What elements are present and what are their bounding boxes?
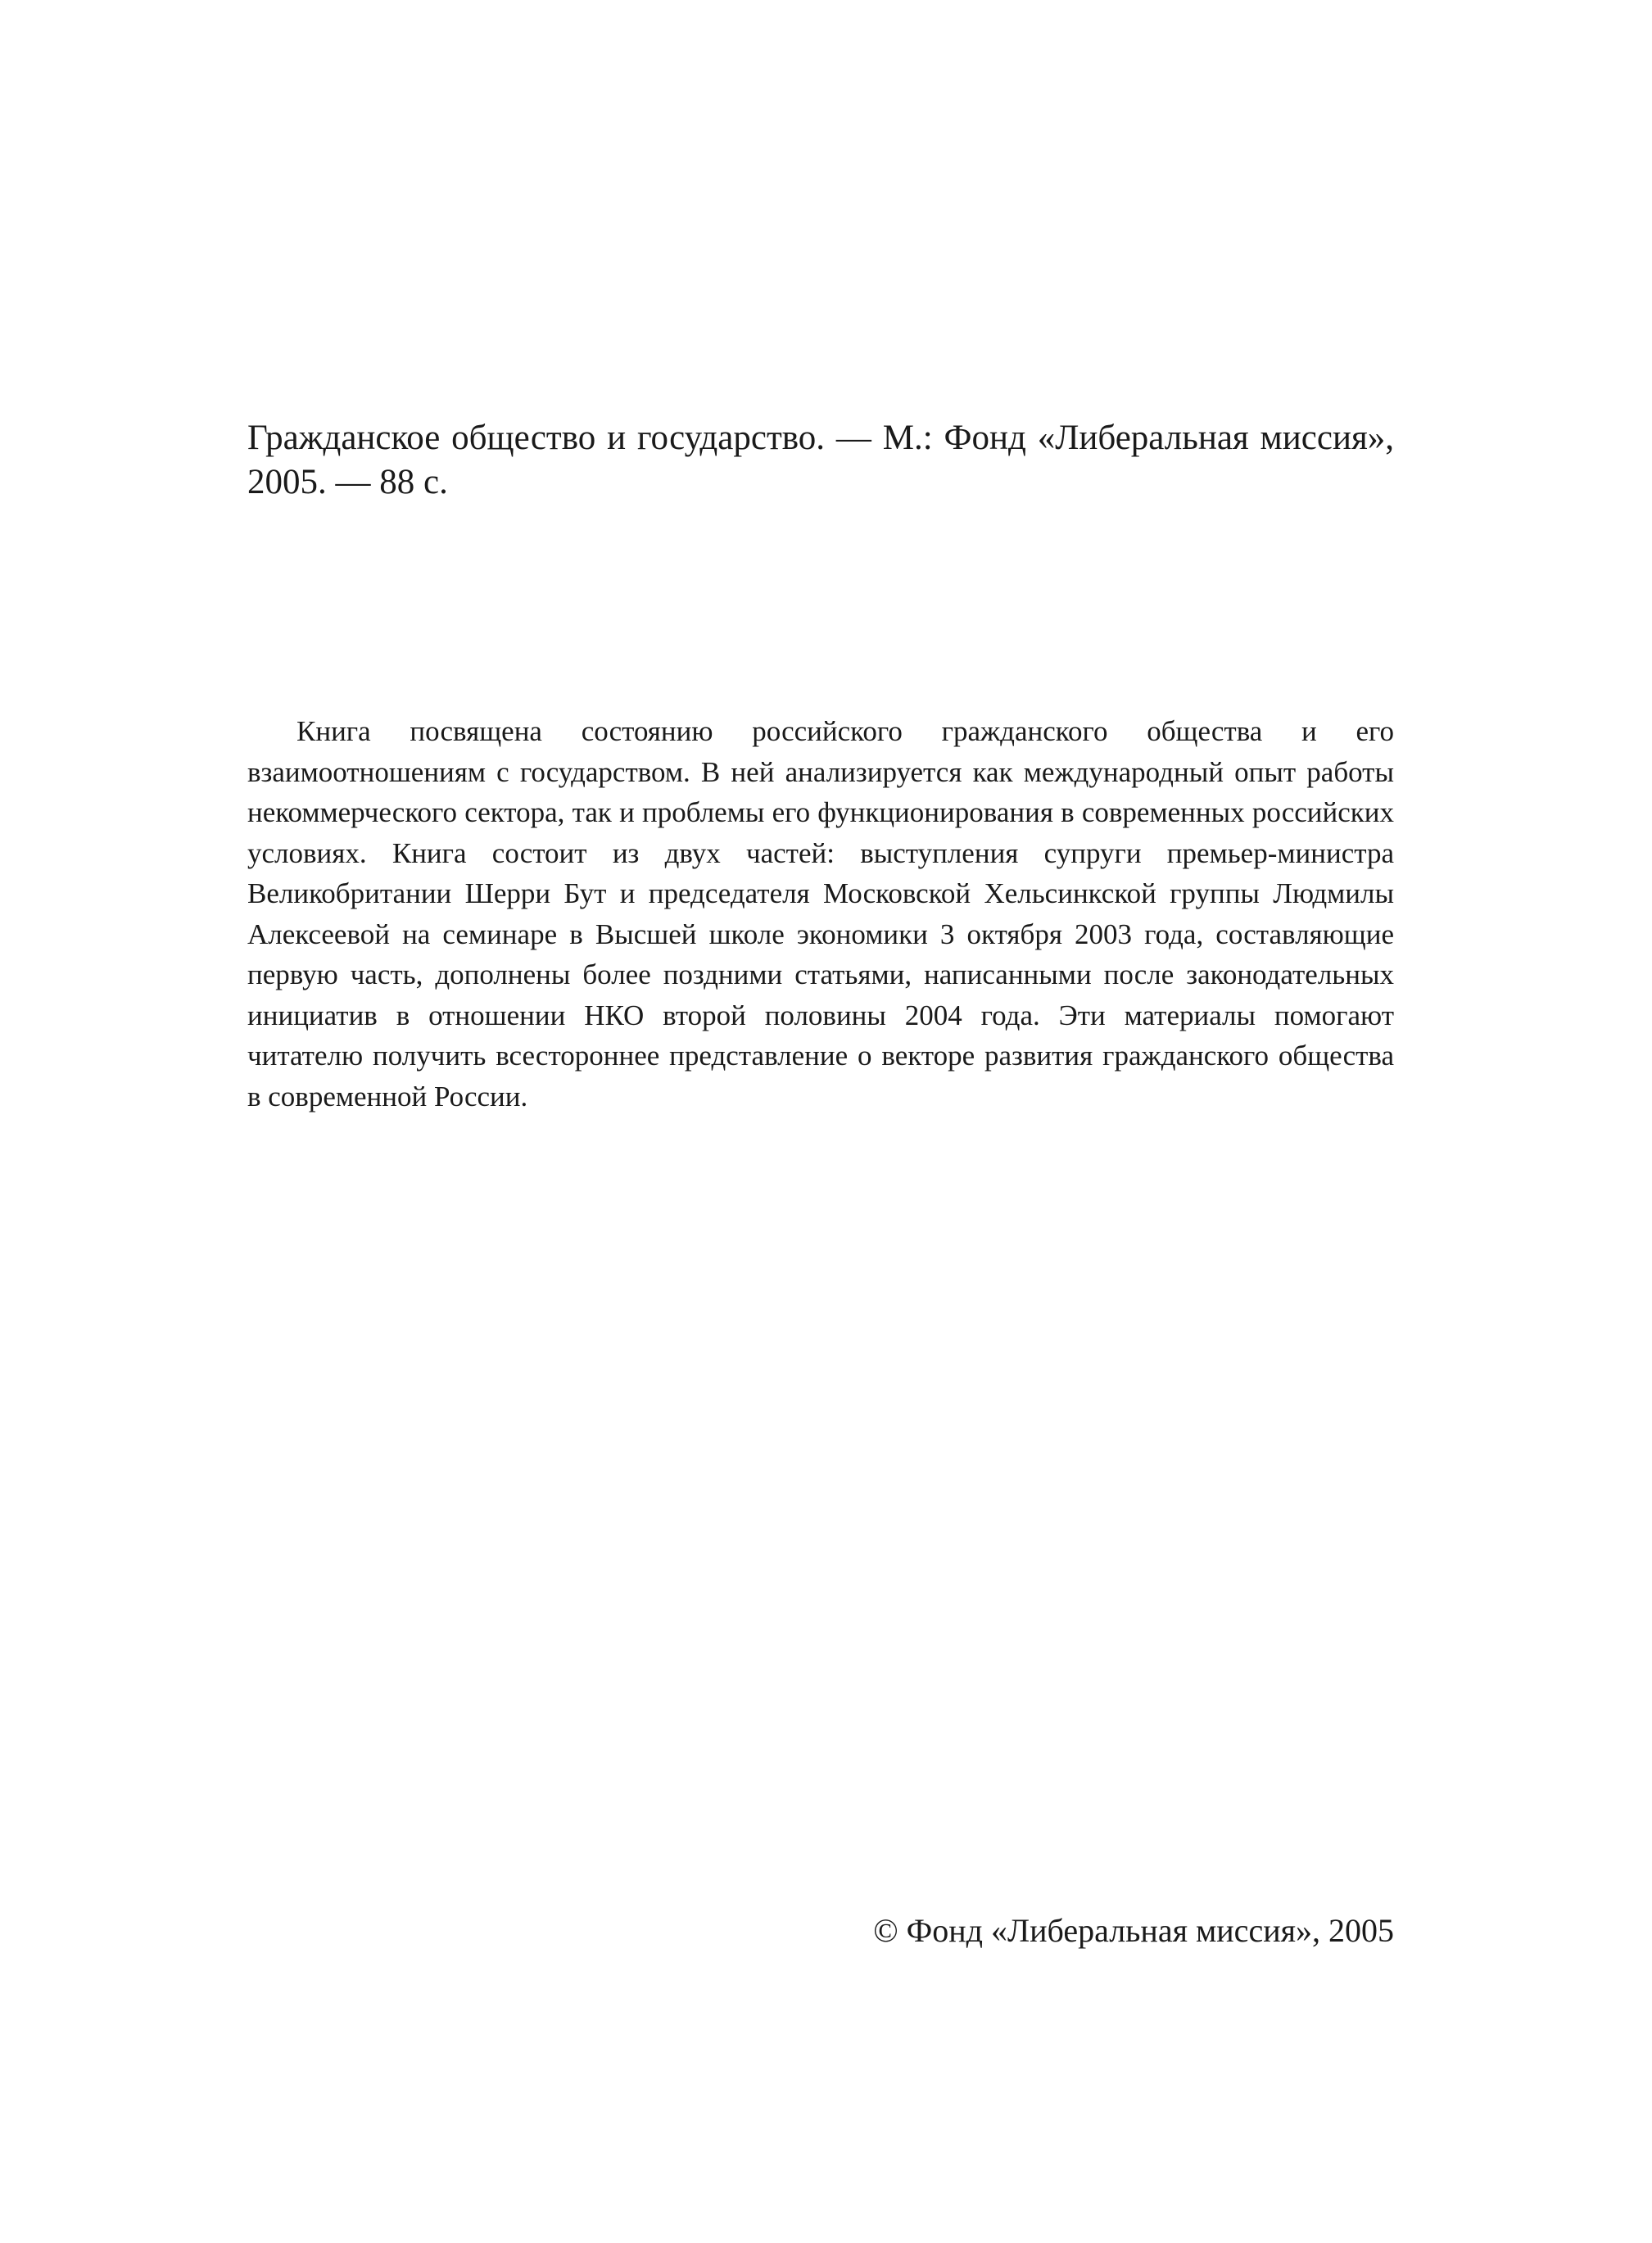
bibliographic-citation: Гражданское общество и государство. — М.: Фонд «Либеральная миссия», 2005. — 88 с. (247, 419, 1394, 501)
copyright-notice: © Фонд «Либеральная миссия», 2005 (873, 1912, 1394, 1949)
book-annotation: Книга посвящена состоянию российского гражданского общества и его взаимоотношениям с государством. В ней анализируется как международный опыт работы некоммерческого сектора, так и проблемы его функционирования в современных российских условиях. Книга состоит из двух частей: выступления супруги премьер-министра Великобритании Шерри Бут и председателя Московской Хельсинкской группы Людмилы Алексеевой на семинаре в Высшей школе экономики 3 октября 2003 года, составляющие первую часть, дополнены более поздними статьями, написанными после законодательных инициатив в отношении НКО второй половины 2004 года. Эти материалы помогают читателю получить всестороннее представление о векторе развития гражданского общества в современной России. (247, 715, 1394, 1112)
